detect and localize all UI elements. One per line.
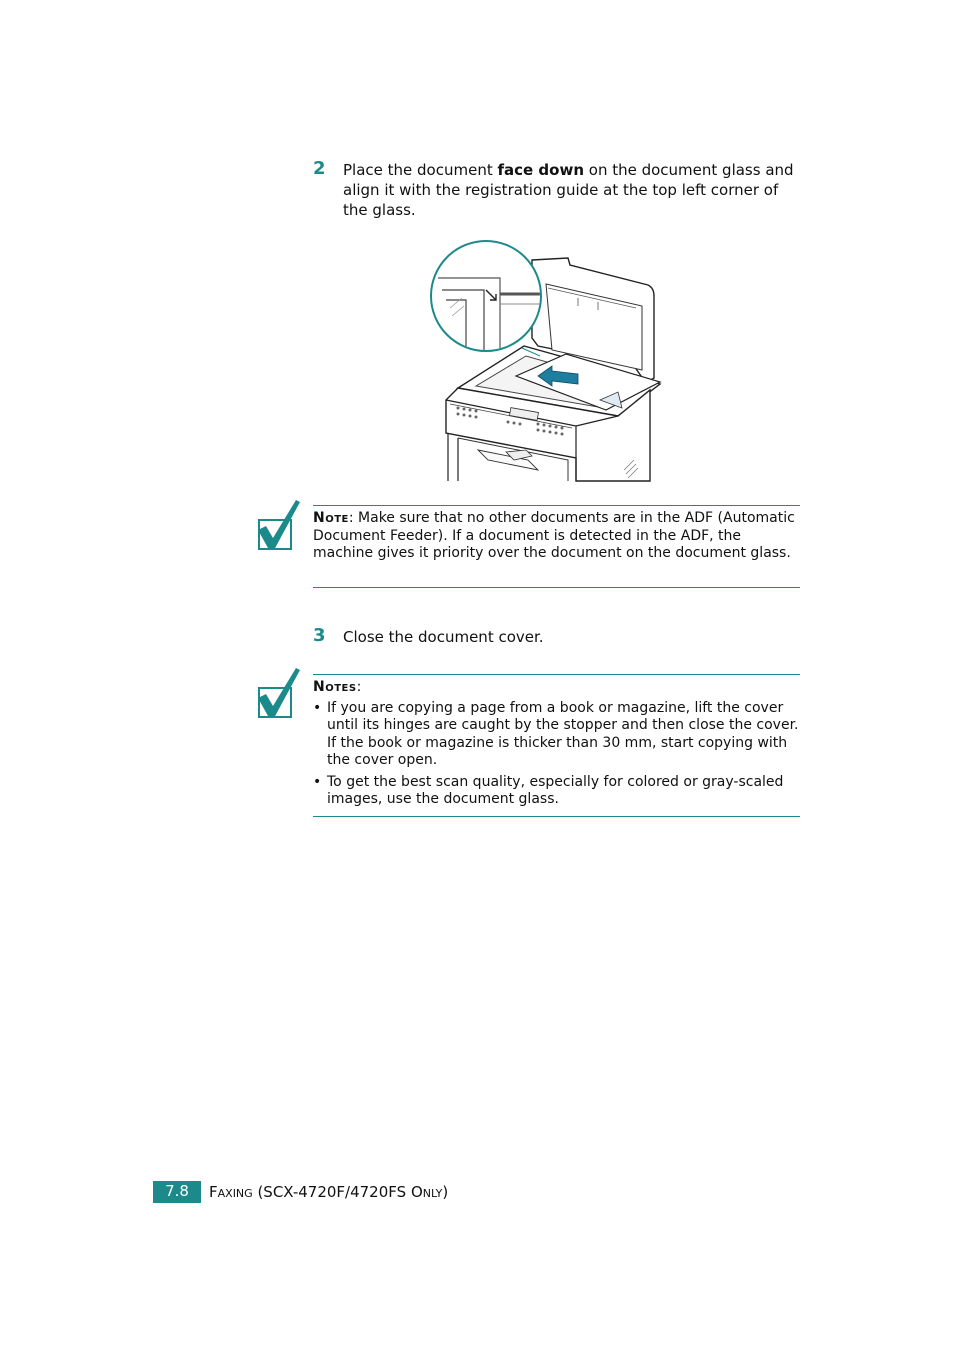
notes-bottom-rule bbox=[313, 816, 800, 817]
step-3-text: Close the document cover. bbox=[343, 628, 544, 646]
footer-section-title bbox=[209, 1183, 448, 1201]
note-bottom-rule bbox=[313, 587, 800, 588]
step-2-text bbox=[343, 160, 803, 220]
notes-2-colon: : bbox=[356, 679, 362, 695]
bullet-icon: • bbox=[313, 773, 322, 790]
step-2-bold-text: face down bbox=[497, 161, 584, 179]
notes-top-rule bbox=[313, 674, 800, 675]
page-number-badge: 7.8 bbox=[153, 1181, 201, 1203]
notes-2-bullet bbox=[313, 700, 800, 770]
notes-2-bullet-text: To get the best scan quality, especially for colored or gray-scaled images, use the document glass. bbox=[327, 773, 784, 807]
footer-section-close: ) bbox=[442, 1183, 449, 1201]
step-number-2: 2 bbox=[313, 158, 326, 179]
step-number-3: 3 bbox=[313, 625, 326, 646]
checkmark-note-icon bbox=[256, 666, 302, 720]
notes-2-bullet-text: If you are copying a page from a book or magazine, lift the cover until its hinges are caught by the stopper and then close the cover. If the book or magazine is thicker than 30 mm, start copying with the cover open. bbox=[327, 699, 799, 768]
step-2-text-part: on the document glass and align it with the registration guide at the top left corner of the glass. bbox=[343, 161, 794, 219]
checkmark-note-icon bbox=[256, 498, 302, 552]
note-1-body: : Make sure that no other documents are in the ADF (Automatic Document Feeder). If a document is detected in the ADF, the machine gives it priority over the document on the document glass. bbox=[313, 510, 795, 561]
footer-section-only: Only bbox=[410, 1183, 443, 1201]
notes-2-block bbox=[313, 679, 800, 809]
note-1-text bbox=[313, 510, 800, 563]
step-2-text-part: Place the document bbox=[343, 161, 498, 179]
footer-section-model: (SCX-4720F/4720FS bbox=[252, 1183, 411, 1201]
bullet-icon: • bbox=[313, 699, 322, 716]
notes-2-label: Notes bbox=[313, 679, 357, 695]
footer-section-name: Faxing bbox=[209, 1183, 253, 1201]
notes-2-heading bbox=[313, 679, 800, 697]
printer-document-glass-illustration bbox=[428, 238, 668, 483]
notes-2-bullet bbox=[313, 774, 800, 809]
note-top-rule bbox=[313, 505, 800, 506]
note-1-label: Note bbox=[313, 510, 349, 526]
